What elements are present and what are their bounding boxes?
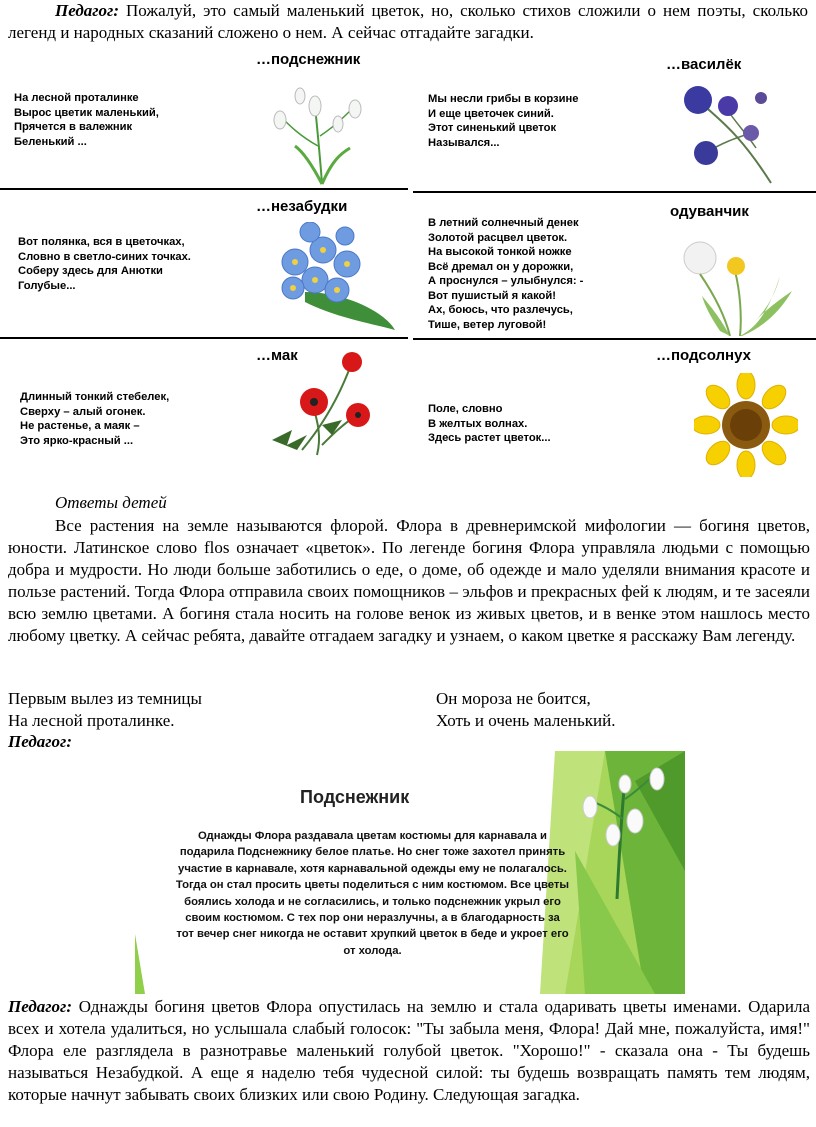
answer-sunflower: …подсолнух [656, 347, 751, 364]
forget-me-not-icon [265, 222, 400, 337]
divider-line [413, 191, 816, 193]
poppy-icon [262, 350, 377, 465]
intro-text: Пожалуй, это самый маленький цветок, но, сколько стихов сложили о нем поэты, сколько легенд и народных сказаний сложено о нем. А сейчас отгадайте загадки. [8, 1, 808, 42]
final-speaker: Педагог: [8, 997, 72, 1016]
legend-paragraph: Все растения на земле называются флорой. Флора в древнеримской мифологии — богиня цветов, юности. Латинское слово flos означает «цветок». По легенде богиня Флора управляла людьми с помощью добра и мудрости. Но люди больше заботились о еде, о доме, об одежде и мало уделяли внимания красоте и пользе растений. Тогда Флора отправила своих помощников – эльфов и прекрасных фей к людям, и те засеяли всю землю цветами. А богиня стала носить на голове венок из живых цветов, и в венке этом нашлось место любому цветку. А сейчас ребята, давайте отгадаем загадку и узнаем, о каком цветке я расскажу Вам легенду. [8, 516, 810, 645]
divider-line [0, 188, 408, 190]
snowdrop-slide [135, 751, 685, 994]
divider-line [0, 337, 408, 339]
final-paragraph [8, 996, 810, 1106]
intro-paragraph [8, 0, 808, 44]
riddle-text-snowdrop: На лесной проталинке Вырос цветик маленький, Прячется в валежник Беленький ... [14, 92, 159, 148]
poem-line: Он мороза не боится, [436, 689, 591, 708]
riddle-text-sunflower: Поле, словно В желтых волнах. Здесь растет цветок... [428, 403, 551, 444]
answers-label: Ответы детей [55, 493, 167, 512]
poem-line: На лесной проталинке. [8, 711, 175, 730]
cornflower-icon [676, 78, 801, 193]
poem-line: Хоть и очень маленький. [436, 711, 616, 730]
answer-snowdrop: …подснежник [256, 51, 361, 68]
sunflower-icon [694, 373, 798, 482]
intro-speaker: Педагог: [55, 1, 119, 20]
answer-poppy: …мак [256, 347, 298, 364]
snowdrop-icon [260, 76, 385, 191]
riddle-text-poppy: Длинный тонкий стебелек, Сверху – алый огонек. Не растенье, а маяк – Это ярко-красный ... [20, 391, 170, 447]
snowdrop-icon [575, 759, 675, 899]
answer-dandelion: одуванчик [670, 203, 749, 220]
poem-line: Первым вылез из темницы [8, 689, 202, 708]
answer-cornflower: …василёк [666, 56, 742, 73]
dandelion-icon [680, 236, 795, 343]
slide-body: Однажды Флора раздавала цветам костюмы для карнавала и подарила Подснежнику белое платье. Но снег тоже захотел принять участие в карнавале, хотя карнавальной одежды ему не полагалось. Тогда он стал просить цветы поделиться с ним костюмом. Все цветы боялись холода и не согласились, и только подснежник укрыл его своим костюмом. С тех пор они неразлучны, а в благодарность за тот вечер снег никогда не оставит хрупкий цветок в беде и укроет его от холода. [175, 830, 570, 957]
divider-line [413, 338, 816, 340]
riddle-text-cornflower: Мы несли грибы в корзине И еще цветочек синий. Этот синенький цветок Назывался... [428, 93, 579, 149]
riddle-text-forget-me-not: Вот полянка, вся в цветочках, Словно в светло-синих точках. Соберу здесь для Анютки Голубые... [18, 236, 191, 292]
riddle-text-dandelion: В летний солнечный денек Золотой расцвел цветок. На высокой тонкой ножке Всё дремал он у дорожки, А проснулся – улыбнулся: - Вот пушистый я какой! Ах, боюсь, что разлечусь, Тише, ветер луговой! [428, 217, 584, 331]
answer-forget-me-not: …незабудки [256, 198, 348, 215]
final-text: Однажды богиня цветов Флора опустилась на землю и стала одаривать цветы именами. Одарила всех и хотела удалиться, но услышала слабый голосок: "Ты забыла меня, Флора! Дай мне, пожалуйста, имя!" Флора еле разглядела в разнотравье маленький голубой цветок. "Хорошо!" - сказала она - Ты будешь называться Незабудкой. А еще я наделю тебя чудесной силой: ты будешь возвращать память тем людям, которые начнут забывать своих близких или свою Родину. Следующая загадка. [8, 997, 810, 1104]
slide-title: Подснежник [300, 787, 410, 807]
teacher-label: Педагог: [8, 732, 72, 751]
